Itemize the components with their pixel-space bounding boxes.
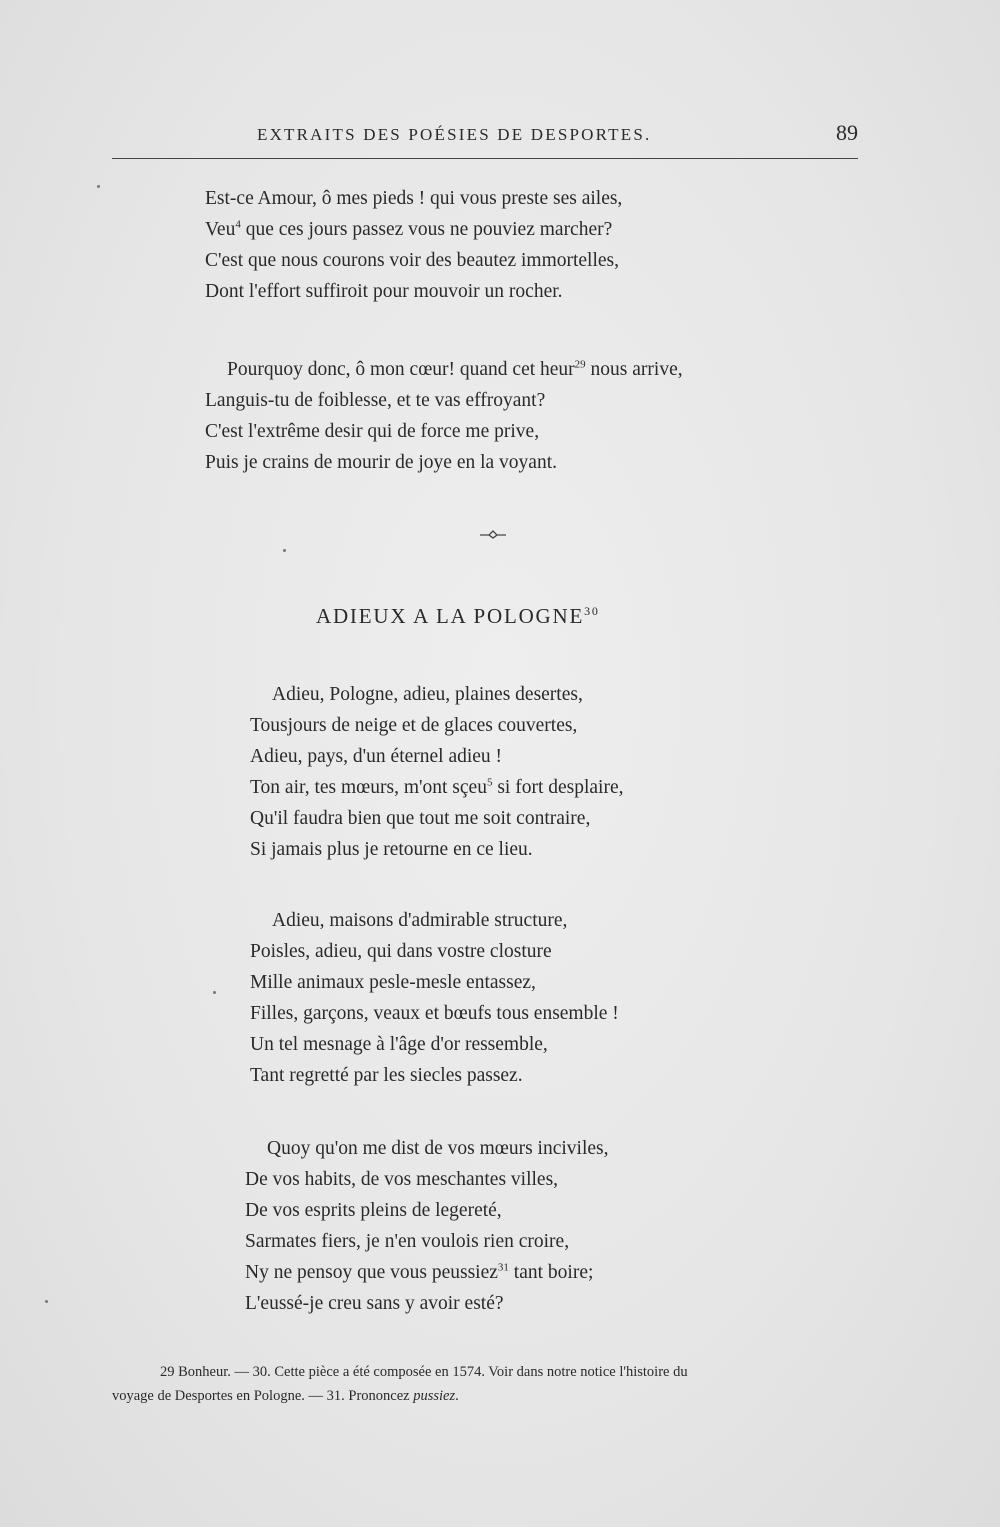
verse-line: Puis je crains de mourir de joye en la voyant. [205,452,557,473]
stanza-1 [205,183,622,307]
footnote-ref: 30 [584,604,600,618]
verse-line: L'eussé-je creu sans y avoir esté? [245,1293,504,1314]
verse-line: Dont l'effort suffiroit pour mouvoir un rocher. [205,281,563,302]
stanza-5 [245,1133,609,1319]
paper-speck [283,549,286,552]
verse-line: Languis-tu de foiblesse, et te vas effroyant? [205,390,546,411]
page-number: 89 [836,120,858,145]
footnote-line: 29 Bonheur. — 30. Cette pièce a été composée en 1574. Voir dans notre notice l'histoire du [160,1364,688,1380]
page-header [112,118,858,159]
running-head: EXTRAITS DES POÉSIES DE DESPORTES. [257,125,652,144]
verse-line: De vos habits, de vos meschantes villes, [245,1169,559,1190]
paper-speck [97,185,100,188]
verse-line: Ton air, tes mœurs, m'ont sçeu$^5$ si fort desplaire, [250,776,624,798]
verse-line: Filles, garçons, veaux et bœufs tous ensemble ! [250,1003,619,1024]
paper-speck [45,1300,48,1303]
footnote-ref: 29 [574,358,586,371]
section-ornament [478,526,508,542]
verse-line: Un tel mesnage à l'âge d'or ressemble, [250,1034,548,1055]
verse-line: Pourquoy donc, ô mon cœur! quand cet heur$^{29}$ nous arrive, [227,358,683,380]
verse-line: Adieu, Pologne, adieu, plaines desertes, [272,684,583,705]
verse-line: Veu$^4$ que ces jours passez vous ne pouviez marcher? [205,218,613,240]
verse-line: Sarmates fiers, je n'en voulois rien croire, [245,1231,570,1252]
verse-line: Qu'il faudra bien que tout me soit contraire, [250,808,591,829]
stanza-3 [250,679,624,865]
footnote-ref: 5 [486,776,493,789]
footnotes [112,1360,862,1408]
footnote-ref: 31 [497,1261,509,1274]
verse-line: Si jamais plus je retourne en ce lieu. [250,839,533,860]
poem-title: ADIEUX A LA POLOGNE$^{30}$ [316,604,600,628]
verse-line: Quoy qu'on me dist de vos mœurs inciviles, [267,1138,609,1159]
verse-line: Tousjours de neige et de glaces couvertes, [250,715,578,736]
verse-line: De vos esprits pleins de legereté, [245,1200,502,1221]
verse-line: C'est que nous courons voir des beautez immortelles, [205,250,620,271]
verse-line: C'est l'extrême desir qui de force me prive, [205,421,540,442]
footnote-ref: 4 [235,218,241,231]
footnote-italic: pussiez [413,1388,456,1404]
verse-line: Poisles, adieu, qui dans vostre closture [250,941,552,962]
verse-line: Est-ce Amour, ô mes pieds ! qui vous preste ses ailes, [205,188,623,209]
verse-line: Adieu, maisons d'admirable structure, [272,910,568,931]
verse-line: Tant regretté par les siecles passez. [250,1065,523,1086]
verse-line: Adieu, pays, d'un éternel adieu ! [250,746,503,767]
verse-line: Ny ne pensoy que vous peussiez$^{31}$ tant boire; [245,1261,594,1283]
footnote-line: voyage de Desportes en Pologne. — 31. Prononcez pussiez. [112,1388,459,1404]
stanza-2 [205,354,683,478]
stanza-4 [250,905,619,1091]
paper-speck [213,991,216,994]
verse-line: Mille animaux pesle-mesle entassez, [250,972,536,993]
